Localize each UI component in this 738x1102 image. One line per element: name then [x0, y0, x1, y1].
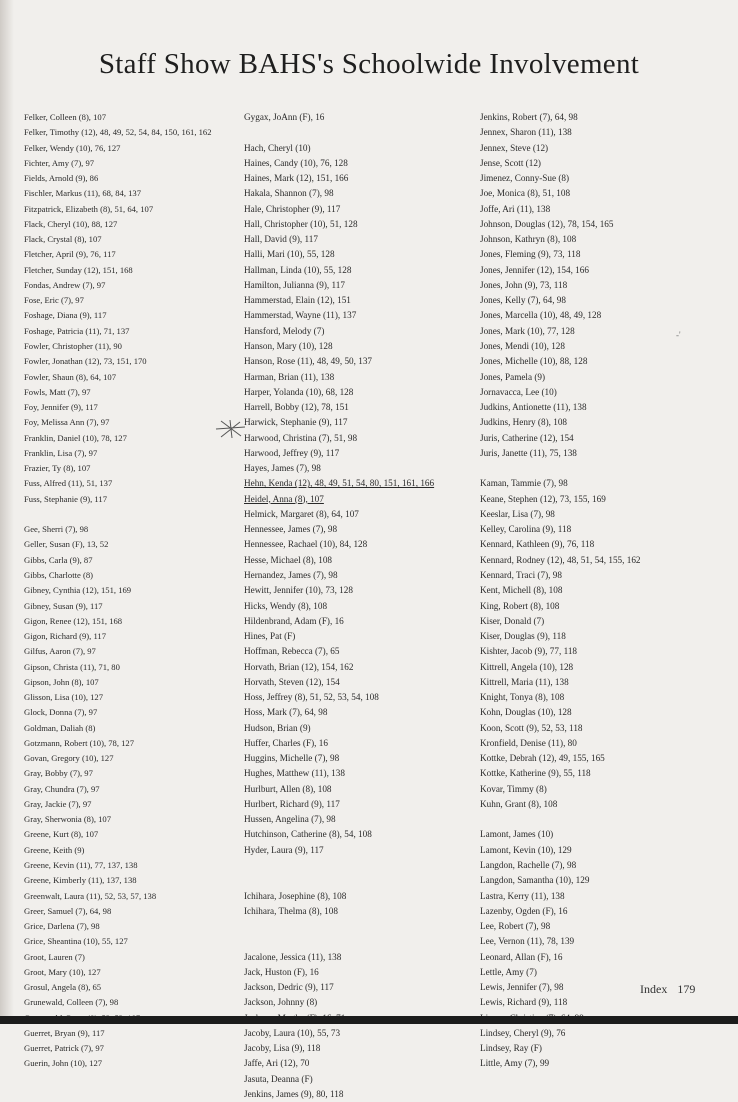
index-entry: Harwood, Jeffrey (9), 117 — [244, 447, 340, 458]
index-entry: Kaman, Tammie (7), 98 — [480, 478, 568, 489]
index-entry: Joffe, Ari (11), 138 — [480, 203, 551, 214]
index-entry: Lewis, Richard (9), 118 — [480, 997, 568, 1008]
index-entry: Gibney, Susan (9), 117 — [24, 600, 103, 611]
index-entry: Jense, Scott (12) — [480, 157, 541, 168]
index-entry: Harwood, Christina (7), 51, 98 — [244, 432, 358, 443]
index-entry: Jones, Mark (10), 77, 128 — [480, 325, 575, 336]
index-entry: Hewitt, Jennifer (10), 73, 128 — [244, 585, 353, 596]
index-entry: Jasuta, Deanna (F) — [244, 1073, 313, 1084]
index-entry: Lamont, James (10) — [480, 829, 554, 840]
index-gap — [480, 461, 730, 476]
index-entry: Jaffe, Ari (12), 70 — [244, 1058, 310, 1069]
index-entry: Felker, Colleen (8), 107 — [24, 112, 106, 122]
index-entry: Hoss, Mark (7), 64, 98 — [244, 707, 328, 718]
index-entry: Leonard, Allan (F), 16 — [480, 951, 563, 962]
index-entry: Hakala, Shannon (7), 98 — [244, 188, 334, 199]
index-entry: Felker, Wendy (10), 76, 127 — [24, 142, 121, 153]
index-entry: Keane, Stephen (12), 73, 155, 169 — [480, 493, 606, 504]
index-entry: Grosul, Angela (8), 65 — [24, 982, 102, 993]
index-entry: Glisson, Lisa (10), 127 — [24, 692, 104, 703]
index-entry: Horvath, Steven (12), 154 — [244, 676, 340, 687]
index-entry: Hurlbert, Richard (9), 117 — [244, 798, 340, 809]
index-entry: Kiser, Douglas (9), 118 — [480, 631, 566, 642]
index-entry: Lettle, Amy (7) — [480, 966, 537, 977]
index-entry: Joe, Monica (8), 51, 108 — [480, 188, 571, 199]
index-entry: Hansford, Melody (7) — [244, 325, 325, 336]
index-entry: Huffer, Charles (F), 16 — [244, 737, 328, 748]
index-entry: Guerret, Bryan (9), 117 — [24, 1027, 105, 1038]
index-entry: Frazier, Ty (8), 107 — [24, 463, 91, 474]
index-entry: Jones, John (9), 73, 118 — [480, 279, 568, 290]
index-entry: Felker, Timothy (12), 48, 49, 52, 54, 84, 150, 161, 162 — [24, 127, 212, 138]
index-entry: Jones, Mendi (10), 128 — [480, 340, 565, 351]
pencil-mark: -' — [676, 330, 681, 340]
index-entry: Jacoby, Laura (10), 55, 73 — [244, 1027, 341, 1038]
index-entry: Helmick, Margaret (8), 64, 107 — [244, 508, 359, 519]
index-entry: Flack, Cheryl (10), 88, 127 — [24, 218, 118, 229]
index-entry: Hyder, Laura (9), 117 — [244, 844, 324, 855]
index-entry: Kohn, Douglas (10), 128 — [480, 707, 572, 718]
index-entry: Hach, Cheryl (10) — [244, 142, 311, 153]
index-entry: Halli, Mari (10), 55, 128 — [244, 249, 335, 260]
index-entry: Jenkins, James (9), 80, 118 — [244, 1089, 344, 1099]
index-gap — [244, 934, 482, 949]
index-entry: Grice, Sheantina (10), 55, 127 — [24, 936, 128, 947]
index-entry: Gipson, Christa (11), 71, 80 — [24, 661, 120, 672]
index-entry: Fowler, Christopher (11), 90 — [24, 340, 122, 351]
index-entry: Jenkins, Robert (7), 64, 98 — [480, 112, 578, 122]
index-entry: Glock, Donna (7), 97 — [24, 707, 98, 718]
index-column-3 — [480, 110, 730, 1072]
index-entry: Gray, Chundra (7), 97 — [24, 783, 100, 794]
index-entry: Groot, Mary (10), 127 — [24, 966, 101, 977]
index-entry: Haines, Mark (12), 151, 166 — [244, 173, 349, 184]
index-entry: Lindsey, Ray (F) — [480, 1043, 542, 1054]
index-entry: Heidel, Anna (8), 107 — [244, 493, 324, 504]
index-entry: Fowler, Shaun (8), 64, 107 — [24, 371, 117, 382]
index-entry: Lee, Vernon (11), 78, 139 — [480, 936, 575, 947]
index-entry: Geller, Susan (F), 13, 52 — [24, 539, 109, 550]
index-entry: Johnson, Kathryn (8), 108 — [480, 234, 577, 245]
index-entry: Hanson, Rose (11), 48, 49, 50, 137 — [244, 356, 373, 367]
index-entry: Harman, Brian (11), 138 — [244, 371, 335, 382]
index-entry: Harper, Yolanda (10), 68, 128 — [244, 386, 354, 397]
index-entry: Jacoby, Lisa (9), 118 — [244, 1043, 321, 1054]
index-entry: Gibbs, Charlotte (8) — [24, 569, 93, 580]
index-entry: Kittrell, Angela (10), 128 — [480, 661, 574, 672]
index-entry: Jones, Fleming (9), 73, 118 — [480, 249, 581, 260]
index-entry: Foshage, Diana (9), 117 — [24, 310, 107, 321]
index-entry: Gygax, JoAnn (F), 16 — [244, 112, 325, 122]
index-entry: Fischler, Markus (11), 68, 84, 137 — [24, 188, 142, 199]
index-entry: Greene, Kurt (8), 107 — [24, 829, 99, 840]
index-entry: Gotzmann, Robert (10), 78, 127 — [24, 737, 135, 748]
index-entry: Keeslar, Lisa (7), 98 — [480, 508, 555, 519]
index-entry: Foy, Melissa Ann (7), 97 — [24, 417, 110, 428]
index-entry: Kishter, Jacob (9), 77, 118 — [480, 646, 578, 657]
index-entry: Hanson, Mary (10), 128 — [244, 340, 333, 351]
index-entry: Hennessee, James (7), 98 — [244, 524, 338, 535]
index-entry: Fowls, Matt (7), 97 — [24, 386, 91, 397]
index-entry: Jacalone, Jessica (11), 138 — [244, 951, 342, 962]
index-entry: Juris, Catherine (12), 154 — [480, 432, 574, 443]
index-entry: Gigon, Richard (9), 117 — [24, 631, 107, 642]
index-entry: Jennex, Sharon (11), 138 — [480, 127, 572, 138]
index-gap — [244, 873, 482, 888]
index-column-2 — [244, 110, 482, 1102]
index-entry: Kennard, Kathleen (9), 76, 118 — [480, 539, 595, 550]
index-entry: Juris, Janette (11), 75, 138 — [480, 447, 577, 458]
index-entry: Lamont, Kevin (10), 129 — [480, 844, 572, 855]
index-entry: Greenwalt, Laura (11), 52, 53, 57, 138 — [24, 890, 157, 901]
index-entry: Jones, Michelle (10), 88, 128 — [480, 356, 588, 367]
index-gap — [24, 507, 242, 522]
index-entry: Fondas, Andrew (7), 97 — [24, 279, 106, 290]
index-entry: Johnson, Douglas (12), 78, 154, 165 — [480, 218, 614, 229]
index-entry: Jornavacca, Lee (10) — [480, 386, 557, 397]
index-entry: Hayes, James (7), 98 — [244, 463, 321, 474]
index-entry: Hall, David (9), 117 — [244, 234, 318, 245]
index-entry: Kovar, Timmy (8) — [480, 783, 547, 794]
index-entry: Groot, Lauren (7) — [24, 951, 85, 962]
index-entry: Hehn, Kenda (12), 48, 49, 51, 54, 80, 151, 161, 166 — [244, 478, 435, 489]
index-entry: Gigon, Renee (12), 151, 168 — [24, 615, 123, 626]
index-entry: Hallman, Linda (10), 55, 128 — [244, 264, 352, 275]
index-entry: Fuss, Stephanie (9), 117 — [24, 493, 107, 504]
page-binding-shadow — [0, 0, 14, 1024]
index-entry: Judkins, Henry (8), 108 — [480, 417, 568, 428]
index-entry: Jones, Pamela (9) — [480, 371, 546, 382]
index-entry: Guerin, John (10), 127 — [24, 1058, 103, 1069]
index-entry: Jackson, Dedric (9), 117 — [244, 982, 334, 993]
index-entry: Judkins, Antionette (11), 138 — [480, 402, 587, 413]
index-entry: Knight, Tonya (8), 108 — [480, 692, 565, 703]
page-number: 179 — [677, 982, 696, 996]
index-entry: Jones, Kelly (7), 64, 98 — [480, 295, 566, 306]
index-entry: Fitzpatrick, Elizabeth (8), 51, 64, 107 — [24, 203, 154, 214]
index-entry: Hammerstad, Wayne (11), 137 — [244, 310, 357, 321]
index-gap — [244, 919, 482, 934]
index-entry: Lastra, Kerry (11), 138 — [480, 890, 565, 901]
index-entry: Kennard, Traci (7), 98 — [480, 569, 562, 580]
index-entry: Gibney, Cynthia (12), 151, 169 — [24, 585, 132, 596]
page-title: Staff Show BAHS's Schoolwide Involvement — [98, 48, 640, 80]
index-entry: Kottke, Debrah (12), 49, 155, 165 — [480, 753, 605, 764]
index-entry: Hoffman, Rebecca (7), 65 — [244, 646, 340, 657]
index-entry: Fields, Arnold (9), 86 — [24, 173, 99, 184]
index-entry: Franklin, Lisa (7), 97 — [24, 447, 98, 458]
index-entry: Hicks, Wendy (8), 108 — [244, 600, 328, 611]
index-entry: Hines, Pat (F) — [244, 631, 296, 642]
index-entry: Kelley, Carolina (9), 118 — [480, 524, 572, 535]
index-entry: Little, Amy (7), 99 — [480, 1058, 550, 1069]
index-entry: Lewis, Jennifer (7), 98 — [480, 982, 564, 993]
index-entry: Hughes, Matthew (11), 138 — [244, 768, 345, 779]
index-entry: Kronfield, Denise (11), 80 — [480, 737, 577, 748]
index-entry: Fletcher, Sunday (12), 151, 168 — [24, 264, 133, 275]
index-column-1 — [24, 110, 242, 1072]
index-entry: Foshage, Patricia (11), 71, 137 — [24, 325, 130, 336]
index-entry: Govan, Gregory (10), 127 — [24, 753, 114, 764]
index-entry: Goldman, Daliah (8) — [24, 722, 96, 733]
index-entry: Grunewald, Colleen (7), 98 — [24, 997, 119, 1008]
index-entry: Hennessee, Rachael (10), 84, 128 — [244, 539, 368, 550]
index-entry: Gray, Bobby (7), 97 — [24, 768, 93, 779]
index-entry: Gray, Sherwonia (8), 107 — [24, 814, 112, 825]
index-entry: Hale, Christopher (9), 117 — [244, 203, 341, 214]
index-entry: Hamilton, Julianna (9), 117 — [244, 279, 345, 290]
index-entry: Gray, Jackie (7), 97 — [24, 798, 92, 809]
index-entry: Fose, Eric (7), 97 — [24, 295, 84, 306]
index-entry: Hernandez, James (7), 98 — [244, 569, 338, 580]
index-entry: Franklin, Daniel (10), 78, 127 — [24, 432, 127, 443]
index-entry: Fuss, Alfred (11), 51, 137 — [24, 478, 113, 489]
handwritten-star-mark — [214, 418, 248, 440]
footer-section-label: Index — [640, 982, 668, 996]
index-entry: Lee, Robert (7), 98 — [480, 921, 551, 932]
index-entry: Kennard, Rodney (12), 48, 51, 54, 155, 162 — [480, 554, 641, 565]
index-entry: Greene, Keith (9) — [24, 844, 85, 855]
index-entry: Kittrell, Maria (11), 138 — [480, 676, 569, 687]
index-entry: Hurlburt, Allen (8), 108 — [244, 783, 332, 794]
page-bottom-edge — [0, 1016, 738, 1024]
index-gap — [244, 125, 482, 140]
index-entry: Jack, Huston (F), 16 — [244, 966, 319, 977]
index-entry: Fowler, Jonathan (12), 73, 151, 170 — [24, 356, 147, 367]
index-entry: Kottke, Katherine (9), 55, 118 — [480, 768, 591, 779]
index-entry: Haines, Candy (10), 76, 128 — [244, 157, 348, 168]
index-entry: Hoss, Jeffrey (8), 51, 52, 53, 54, 108 — [244, 692, 379, 703]
index-entry: Kuhn, Grant (8), 108 — [480, 798, 558, 809]
index-entry: Ichihara, Thelma (8), 108 — [244, 905, 338, 916]
index-entry: Fletcher, April (9), 76, 117 — [24, 249, 116, 260]
index-entry: Jones, Marcella (10), 48, 49, 128 — [480, 310, 602, 321]
index-entry: Jackson, Johnny (8) — [244, 997, 318, 1008]
index-entry: Langdon, Samantha (10), 129 — [480, 875, 590, 886]
index-entry: Jones, Jennifer (12), 154, 166 — [480, 264, 589, 275]
index-entry: Gilfus, Aaron (7), 97 — [24, 646, 96, 657]
index-entry: Hussen, Angelina (7), 98 — [244, 814, 336, 825]
index-entry: Greene, Kimberly (11), 137, 138 — [24, 875, 137, 886]
index-entry: Foy, Jennifer (9), 117 — [24, 402, 98, 413]
index-entry: Langdon, Rachelle (7), 98 — [480, 860, 577, 871]
index-entry: Jennex, Steve (12) — [480, 142, 549, 153]
index-entry: Kiser, Donald (7) — [480, 615, 545, 626]
index-entry: Hesse, Michael (8), 108 — [244, 554, 333, 565]
index-entry: Greene, Kevin (11), 77, 137, 138 — [24, 860, 138, 871]
index-entry: Hammerstad, Elain (12), 151 — [244, 295, 351, 306]
index-entry: Hutchinson, Catherine (8), 54, 108 — [244, 829, 372, 840]
index-entry: Huggins, Michelle (7), 98 — [244, 753, 340, 764]
index-entry: Kent, Michell (8), 108 — [480, 585, 563, 596]
page-footer — [640, 982, 705, 997]
index-entry: Greer, Samuel (7), 64, 98 — [24, 905, 112, 916]
index-entry: Lindsey, Cheryl (9), 76 — [480, 1027, 566, 1038]
index-entry: Harwick, Stephanie (9), 117 — [244, 417, 348, 428]
index-entry: Horvath, Brian (12), 154, 162 — [244, 661, 354, 672]
index-entry: Gee, Sherri (7), 98 — [24, 524, 89, 535]
index-entry: Harrell, Bobby (12), 78, 151 — [244, 402, 349, 413]
index-gap — [244, 858, 482, 873]
index-entry: Gibbs, Carla (9), 87 — [24, 554, 93, 565]
index-entry: Hall, Christopher (10), 51, 128 — [244, 218, 358, 229]
index-entry: Lazenby, Ogden (F), 16 — [480, 905, 568, 916]
index-entry: Gipson, John (8), 107 — [24, 676, 99, 687]
index-entry: Flack, Crystal (8), 107 — [24, 234, 102, 245]
index-entry: Grice, Darlena (7), 98 — [24, 921, 100, 932]
index-entry: Hudson, Brian (9) — [244, 722, 311, 733]
index-entry: King, Robert (8), 108 — [480, 600, 560, 611]
index-gap — [480, 812, 730, 827]
index-entry: Koon, Scott (9), 52, 53, 118 — [480, 722, 583, 733]
index-entry: Hildenbrand, Adam (F), 16 — [244, 615, 344, 626]
index-entry: Jimenez, Conny-Sue (8) — [480, 173, 570, 184]
index-entry: Guerret, Patrick (7), 97 — [24, 1043, 104, 1054]
index-entry: Fichter, Amy (7), 97 — [24, 157, 95, 168]
index-entry: Ichihara, Josephine (8), 108 — [244, 890, 347, 901]
